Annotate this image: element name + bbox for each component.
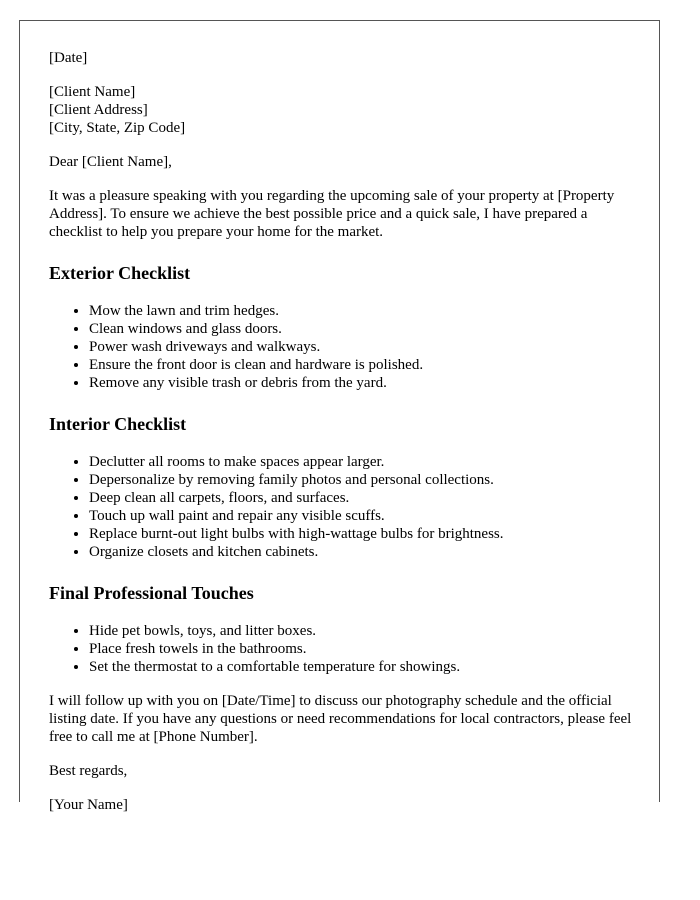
intro-paragraph: It was a pleasure speaking with you regarding the upcoming sale of your property at [Property Address]. To ensure we achieve the best possible price and a quick sale, I have prepared a checklist to help you prepare your home for the market. [49,188,615,240]
section-heading-final-touches: Final Professional Touches [49,583,254,603]
sign-off: Best regards, [49,763,128,779]
closing-paragraph: I will follow up with you on [Date/Time] to discuss our photography schedule and the official listing date. If you have any questions or need recommendations for local contractors, please feel free to call me at [Phone Number]. [49,693,632,745]
list-item: • Mow the lawn and trim hedges. [89,302,639,320]
recipient-address-block [49,83,639,137]
list-item: • Replace burnt-out light bulbs with high-wattage bulbs for brightness. [89,525,639,543]
list-item: • Place fresh towels in the bathrooms. [89,640,639,658]
list-item: • Deep clean all carpets, floors, and surfaces. [89,489,639,507]
list-item: • Declutter all rooms to make spaces appear larger. [89,453,639,471]
letter-date: [Date] [49,50,88,66]
list-item: • Ensure the front door is clean and hardware is polished. [89,356,639,374]
list-item: • Hide pet bowls, toys, and litter boxes. [89,622,639,640]
recipient-address: [Client Address] [49,102,148,118]
interior-checklist [49,453,639,561]
list-item: • Depersonalize by removing family photos and personal collections. [89,471,639,489]
list-item: • Power wash driveways and walkways. [89,338,639,356]
exterior-checklist [49,302,639,392]
section-heading-interior: Interior Checklist [49,414,187,434]
list-item: • Remove any visible trash or debris from the yard. [89,374,639,392]
list-item: • Touch up wall paint and repair any visible scuffs. [89,507,639,525]
signature-name: [Your Name] [49,797,128,813]
final-touches-checklist [49,622,639,676]
letter-page [19,20,660,813]
salutation: Dear [Client Name], [49,154,172,170]
list-item: • Clean windows and glass doors. [89,320,639,338]
recipient-city-state-zip: [City, State, Zip Code] [49,120,186,136]
recipient-name: [Client Name] [49,84,136,100]
letter-body [49,49,639,830]
list-item: • Organize closets and kitchen cabinets. [89,543,639,561]
section-heading-exterior: Exterior Checklist [49,263,191,283]
list-item: • Set the thermostat to a comfortable temperature for showings. [89,658,639,676]
